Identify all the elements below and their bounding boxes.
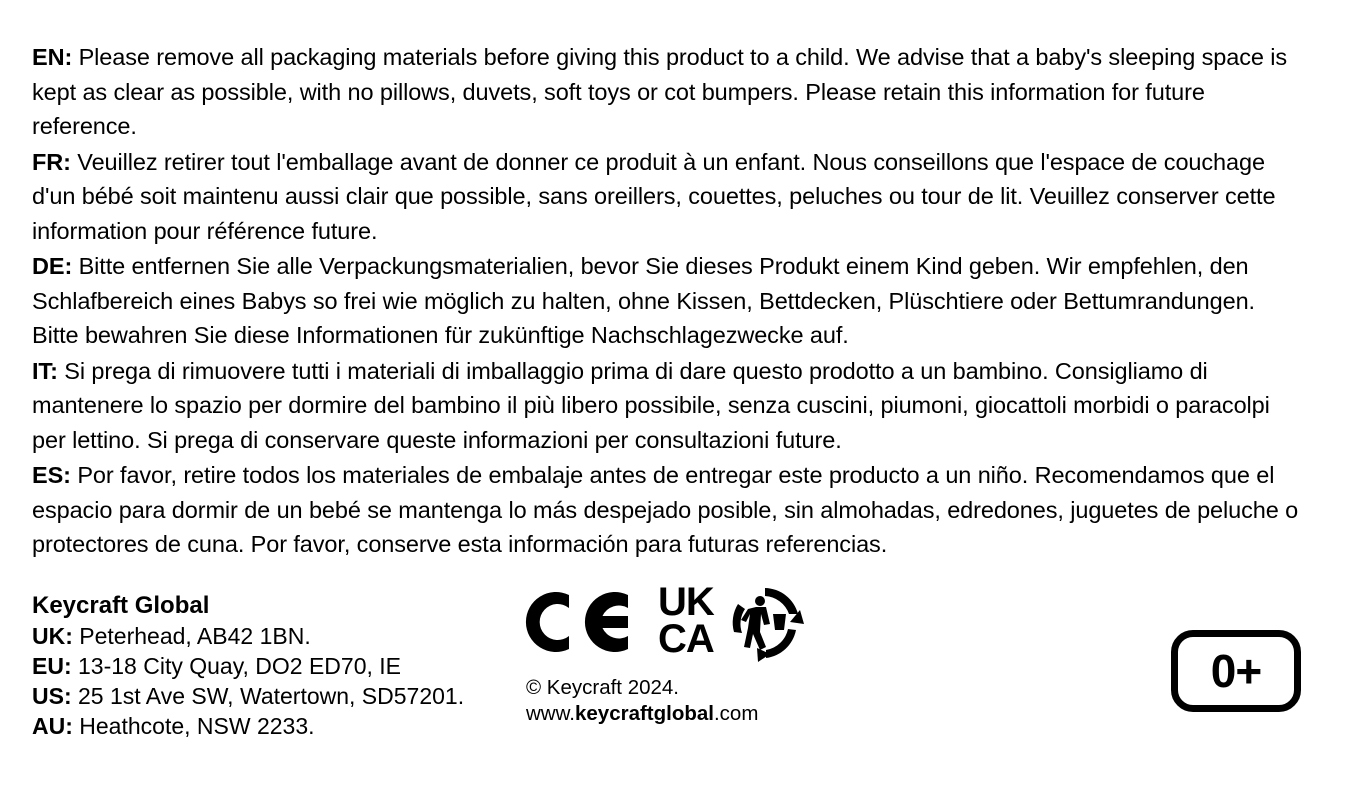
- address-text-uk: Peterhead, AB42 1BN.: [79, 623, 311, 649]
- compliance-marks: [522, 580, 942, 727]
- address-text-au: Heathcote, NSW 2233.: [79, 713, 315, 739]
- safety-notice-text-en: Please remove all packaging materials before giving this product to a child. We advise that a baby's sleeping space is kept as clear as possible, with no pillows, duvets, soft toys or cot bumpers. Please retain this information for future reference.: [32, 44, 1288, 139]
- website-prefix: www.: [526, 702, 575, 725]
- address-text-eu: 13-18 City Quay, DO2 ED70, IE: [78, 653, 402, 679]
- language-code-it: IT:: [32, 357, 58, 384]
- address-code-us: US:: [32, 683, 72, 709]
- safety-notice-text-it: Si prega di rimuovere tutti i materiali di imballaggio prima di dare questo prodotto a un bambino. Consigliamo di mantenere lo spazio per dormire del bambino il più libero possibile, senza cuscini, piumoni, giocattoli morbidi o paracolpi per lettino. Si prega di conservare queste informazioni per consultazioni future.: [32, 357, 1270, 453]
- marks-row: [522, 580, 942, 666]
- tidyman-recycle-icon: [726, 584, 804, 667]
- safety-notice-text-fr: Veuillez retirer tout l'emballage avant de donner ce produit à un enfant. Nous conseillons que l'espace de couchage d'un bébé soit maintenu aussi clair que possible, sans oreillers, couettes, peluches ou tour de lit. Veuillez conserver cette information pour référence future.: [32, 148, 1276, 244]
- address-code-uk: UK:: [32, 623, 73, 649]
- ukca-line-2: CA: [658, 617, 714, 661]
- ce-mark-icon: [522, 586, 648, 663]
- language-code-es: ES:: [32, 462, 71, 488]
- website-suffix: .com: [713, 702, 759, 725]
- website-domain: keycraftglobal: [574, 702, 714, 725]
- safety-notice-text-es: Por favor, retire todos los materiales de embalaje antes de entregar este producto a un niño. Recomendamos que el espacio para dormir de un bebé se mantenga lo más despejado posible, sin almohadas, edredones, juguetes de peluche o protectores de cuna. Por favor, conserve esta información para futuras referencias.: [32, 462, 1299, 557]
- address-us: [32, 681, 464, 711]
- safety-notice-es: [32, 458, 1304, 562]
- address-text-us: 25 1st Ave SW, Watertown, SD57201.: [78, 683, 465, 709]
- safety-notice-en: [32, 40, 1304, 144]
- copyright-text: © Keycraft 2024.: [526, 676, 679, 699]
- safety-notice-text-de: Bitte entfernen Sie alle Verpackungsmaterialien, bevor Sie dieses Produkt einem Kind geben. Wir empfehlen, den Schlafbereich eines Babys so frei wie möglich zu halten, ohne Kissen, Bettdecken, Plüschtiere oder Bettumrandungen. Bitte bewahren Sie diese Informationen für zukünftige Nachschlagezwecke auf.: [32, 253, 1255, 348]
- address-au: [32, 711, 464, 741]
- address-uk: [32, 621, 464, 651]
- safety-notice-fr: [32, 145, 1304, 249]
- safety-notice-de: [32, 249, 1304, 353]
- age-rating-label: 0+: [1210, 645, 1262, 697]
- language-code-en: EN:: [32, 44, 73, 70]
- company-name: Keycraft Global: [32, 592, 210, 619]
- company-address-block: [32, 590, 464, 741]
- language-code-fr: FR:: [32, 148, 71, 175]
- address-code-au: AU:: [32, 713, 73, 739]
- label-footer: [32, 580, 1301, 770]
- age-rating-badge: [1171, 630, 1301, 712]
- safety-notice-it: [32, 354, 1304, 458]
- ukca-mark-icon: [658, 580, 714, 661]
- safety-notices: [32, 40, 1304, 562]
- address-eu: [32, 651, 464, 681]
- website-url: [526, 701, 942, 727]
- address-code-eu: EU:: [32, 653, 72, 679]
- ukca-line-1: UK: [658, 580, 714, 624]
- language-code-de: DE:: [32, 253, 73, 279]
